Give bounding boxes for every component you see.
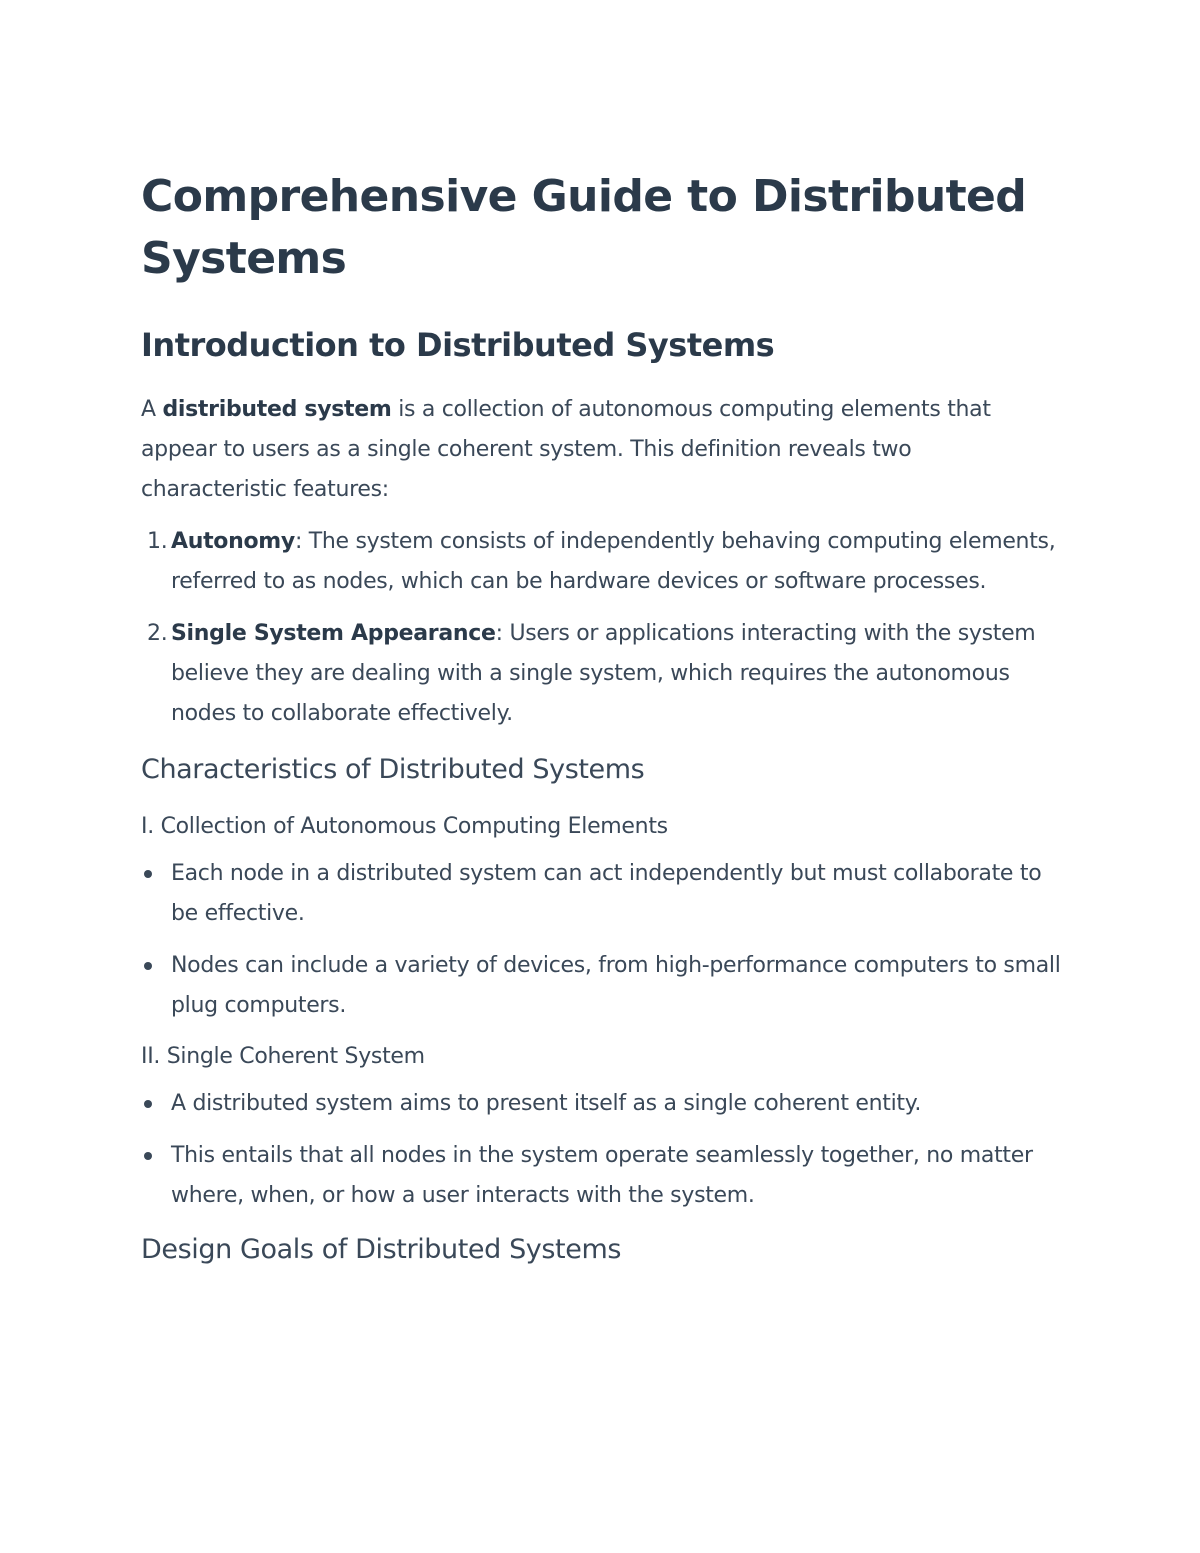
feature-number: 1.	[147, 529, 168, 554]
bullet-dot-icon	[144, 962, 152, 970]
bullet-list	[141, 854, 1061, 1026]
feature-item-autonomy	[141, 522, 1061, 602]
feature-term: Autonomy	[171, 529, 295, 554]
characteristics-heading: Characteristics of Distributed Systems	[141, 754, 645, 785]
document-page	[141, 166, 1061, 1270]
feature-number: 2.	[147, 621, 168, 646]
intro-heading: Introduction to Distributed Systems	[141, 326, 775, 364]
list-item-text: Each node in a distributed system can act independently but must collaborate to be effective.	[171, 861, 1042, 926]
feature-item-single-system	[141, 614, 1061, 734]
list-item-text: A distributed system aims to present itself as a single coherent entity.	[171, 1091, 922, 1116]
intro-term: distributed system	[162, 397, 392, 422]
bullet-list	[141, 1084, 1061, 1216]
intro-prefix: A	[141, 397, 163, 422]
feature-term: Single System Appearance	[171, 621, 496, 646]
intro-paragraph	[141, 390, 1061, 510]
feature-text: : The system consists of independently behaving computing elements, referred to as nodes, which can be hardware devices or software processes.	[171, 529, 1056, 594]
bullet-dot-icon	[144, 1100, 152, 1108]
section-heading-coherent-system: II. Single Coherent System	[141, 1044, 425, 1069]
list-item	[141, 1084, 1061, 1124]
list-item	[141, 946, 1061, 1026]
feature-text: : Users or applications interacting with the system believe they are dealing with a single system, which requires the autonomous nodes to collaborate effectively.	[171, 621, 1036, 726]
intro-rest: is a collection of autonomous computing elements that appear to users as a single coherent system. This definition reveals two characteristic features:	[141, 397, 991, 502]
list-item	[141, 854, 1061, 934]
feature-list	[141, 522, 1061, 734]
bullet-dot-icon	[144, 1152, 152, 1160]
section-heading-autonomous-elements: I. Collection of Autonomous Computing Elements	[141, 814, 668, 839]
design-goals-heading: Design Goals of Distributed Systems	[141, 1234, 622, 1265]
bullet-dot-icon	[144, 870, 152, 878]
list-item-text: Nodes can include a variety of devices, from high-performance computers to small plug computers.	[171, 953, 1061, 1018]
page-title: Comprehensive Guide to Distributed Systems	[141, 171, 1027, 284]
list-item-text: This entails that all nodes in the system operate seamlessly together, no matter where, when, or how a user interacts with the system.	[171, 1143, 1033, 1208]
list-item	[141, 1136, 1061, 1216]
